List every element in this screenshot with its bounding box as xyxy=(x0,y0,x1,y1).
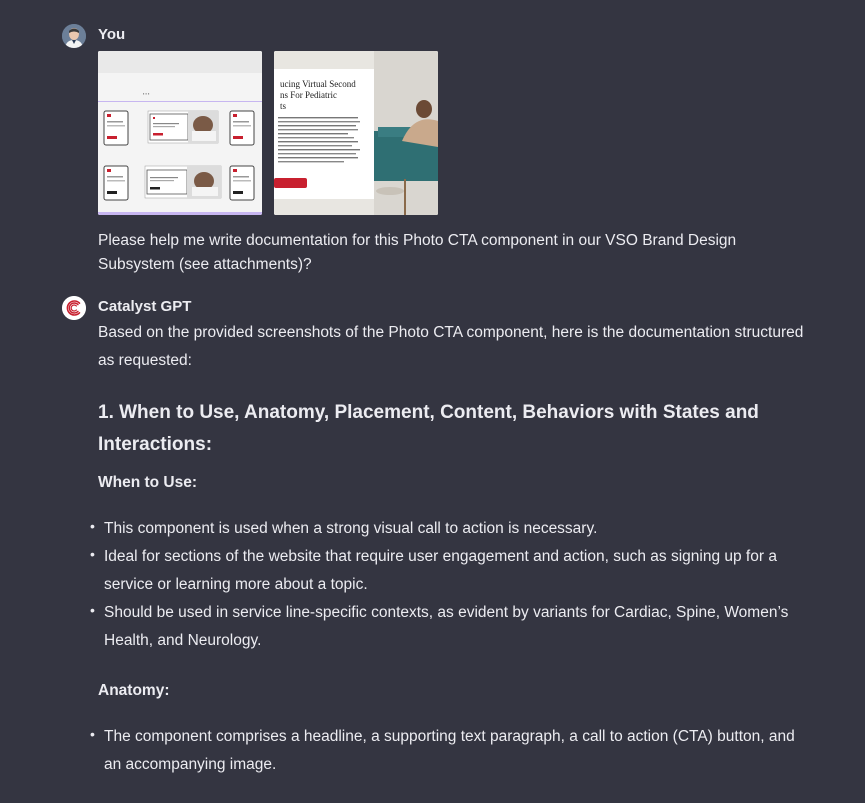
attachment-thumbnail-2[interactable] xyxy=(274,51,438,215)
svg-text:ns For Pediatric: ns For Pediatric xyxy=(280,90,337,100)
image-thumbnail-grid-icon xyxy=(98,51,262,215)
assistant-message-content xyxy=(90,319,805,779)
list-item xyxy=(90,543,805,599)
section-heading: 1. When to Use, Anatomy, Placement, Content, Behaviors with States and Interactions: xyxy=(98,402,759,455)
attachments xyxy=(98,51,805,215)
list-item-text: Ideal for sections of the website that require user engagement and action, such as signing up for a service or learning more about a topic. xyxy=(104,548,777,593)
svg-text:▪ ▪ ▪: ▪ ▪ ▪ xyxy=(143,91,150,96)
image-thumbnail-hero-icon xyxy=(274,51,438,215)
list-item xyxy=(90,723,805,779)
svg-text:ucing Virtual Second: ucing Virtual Second xyxy=(280,79,356,89)
attachment-thumbnail-1[interactable] xyxy=(98,51,262,215)
list-item-text: This component is used when a strong visual call to action is necessary. xyxy=(104,520,598,537)
user-message-content xyxy=(98,51,805,277)
user-author-name: You xyxy=(98,26,126,43)
user-message-text: Please help me write documentation for this Photo CTA component in our VSO Brand Design Subsystem (see attachments)? xyxy=(98,232,737,273)
when-to-use-list xyxy=(90,515,805,655)
bullet-icon: • xyxy=(90,726,95,742)
user-avatar xyxy=(62,24,86,48)
when-to-use-heading: When to Use: xyxy=(98,474,198,491)
list-item-text: Should be used in service line-specific contexts, as evident by variants for Cardiac, Spine, Women’s Health, and Neurology. xyxy=(104,604,789,649)
list-item xyxy=(90,599,805,655)
bullet-icon: • xyxy=(90,518,95,534)
bullet-icon: • xyxy=(90,602,95,618)
list-item-text: The component comprises a headline, a supporting text paragraph, a call to action (CTA) button, and an accompanying image. xyxy=(104,728,795,773)
svg-text:ts: ts xyxy=(280,101,287,111)
assistant-author-name: Catalyst GPT xyxy=(98,298,192,315)
bullet-icon: • xyxy=(90,546,95,562)
anatomy-list xyxy=(90,723,805,779)
assistant-intro-text: Based on the provided screenshots of the Photo CTA component, here is the documentation structured as requested: xyxy=(98,324,804,369)
catalyst-logo-icon xyxy=(62,296,86,320)
list-item xyxy=(90,515,805,543)
anatomy-heading: Anatomy: xyxy=(98,682,170,699)
